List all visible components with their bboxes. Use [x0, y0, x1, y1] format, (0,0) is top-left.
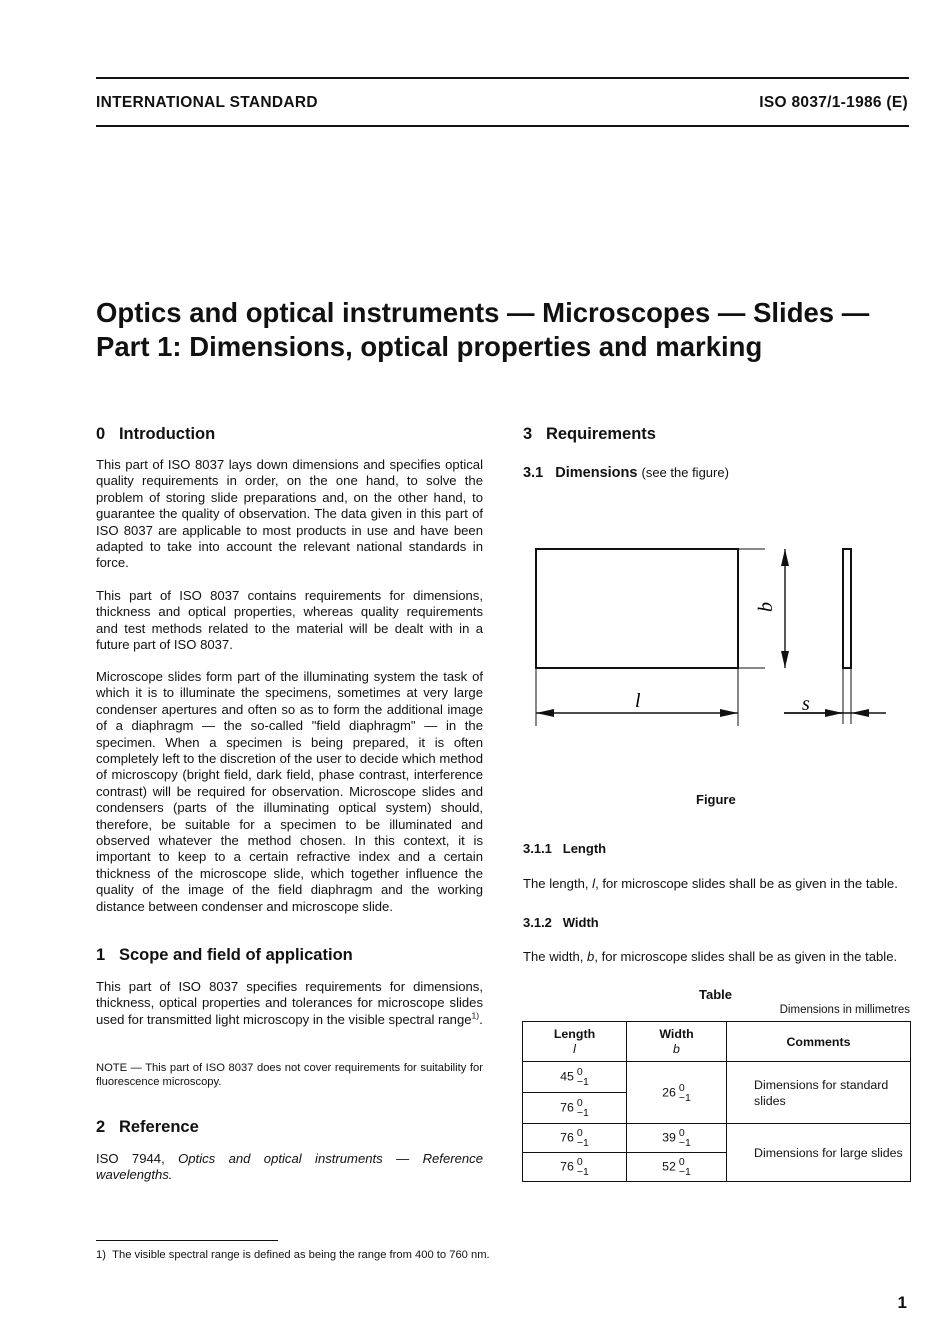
- length-cell: [523, 1124, 627, 1153]
- length-value: 76: [560, 1130, 574, 1145]
- tolerance-upper: 0: [576, 1127, 583, 1139]
- tolerance: [577, 1128, 589, 1148]
- header-comments-cell: Comments: [727, 1022, 911, 1062]
- width-arrow-bottom: [781, 651, 789, 668]
- figure-caption: Figure: [696, 792, 736, 807]
- width-cell: [627, 1062, 727, 1124]
- width-symbol: b: [587, 949, 595, 964]
- length-text-a: The length,: [523, 876, 593, 891]
- footnote-rule: [96, 1240, 278, 1241]
- table-header-row: [523, 1022, 911, 1062]
- tolerance-upper: 0: [576, 1156, 583, 1168]
- document-type: INTERNATIONAL STANDARD: [96, 94, 318, 111]
- scope-paragraph: [96, 979, 483, 1028]
- table-title: Table: [699, 987, 732, 1002]
- dimensions-heading: [523, 465, 729, 481]
- comment-cell: Dimensions for large slides: [727, 1124, 911, 1182]
- scope-heading: [96, 946, 353, 965]
- tolerance: [577, 1157, 589, 1177]
- thickness-arrow-right: [851, 709, 869, 717]
- header-top-rule: [96, 77, 909, 79]
- thickness-label-s: s: [802, 693, 810, 715]
- width-number: 3.1.2: [523, 915, 552, 930]
- page-title: [96, 296, 926, 364]
- reference-heading-number: 2: [96, 1118, 106, 1136]
- dimensions-text: Dimensions: [555, 465, 638, 481]
- width-heading-text: Width: [562, 915, 599, 930]
- thickness-arrow-left: [825, 709, 843, 717]
- header-length: Length: [553, 1026, 596, 1041]
- standard-number: ISO 8037/1-1986 (E): [759, 94, 908, 111]
- length-symbol: l: [592, 876, 596, 891]
- reference-heading-text: Reference: [118, 1118, 199, 1136]
- tolerance-upper: 0: [576, 1066, 583, 1078]
- header-width-symbol: b: [673, 1041, 680, 1056]
- slide-dimension-figure: [520, 540, 900, 740]
- length-text: [523, 876, 913, 892]
- dimensions-number: 3.1: [523, 465, 544, 481]
- width-value: 39: [662, 1130, 676, 1145]
- intro-paragraph-1: This part of ISO 8037 lays down dimensions and specifies optical quality requirements in order, on the one hand, to solve the problem of storing slide preparations and, on the other hand, to guarantee the quality of observation. The data given in this part of ISO 8037 are applicable to most products in use and have been adapted to take into account the relevant national standards in force.: [96, 457, 483, 571]
- comment-cell: Dimensions for standard slides: [727, 1062, 911, 1124]
- length-number: 3.1.1: [523, 841, 552, 856]
- header-width-cell: [627, 1022, 727, 1062]
- reference-title: Optics and optical instruments — Reference wavelengths.: [96, 1151, 483, 1183]
- scope-heading-text: Scope and field of application: [118, 946, 353, 964]
- requirements-heading: [523, 425, 656, 444]
- table-units: Dimensions in millimetres: [779, 1004, 910, 1016]
- width-text-b: , for microscope slides shall be as given in the table.: [594, 949, 898, 964]
- tolerance-upper: 0: [678, 1156, 685, 1168]
- header-length-cell: [523, 1022, 627, 1062]
- dimensions-note: (see the figure): [641, 465, 729, 480]
- footnote-marker: 1): [96, 1249, 106, 1261]
- requirements-heading-number: 3: [523, 425, 533, 443]
- scope-text: This part of ISO 8037 specifies requirements for dimensions, thickness, optical properties and tolerances for microscope slides used for transmitted light microscopy in the visible spectral range: [96, 979, 483, 1027]
- slide-face-rect: [536, 549, 738, 668]
- header-bottom-rule: [96, 125, 909, 127]
- length-heading-text: Length: [562, 841, 607, 856]
- reference-heading: [96, 1118, 199, 1137]
- tolerance-lower: −1: [576, 1137, 589, 1149]
- width-label-b: b: [755, 602, 777, 612]
- header-width: Width: [659, 1026, 694, 1041]
- tolerance-lower: −1: [576, 1076, 589, 1088]
- footnote-text: The visible spectral range is defined as being the range from 400 to 760 nm.: [112, 1249, 490, 1261]
- width-text: [523, 949, 913, 965]
- intro-heading: [96, 425, 215, 444]
- intro-paragraph-2: This part of ISO 8037 contains requirements for dimensions, thickness and optical properties, whereas quality requirements and test methods related to the material will be dealt with in a future part of ISO 8037.: [96, 588, 483, 653]
- width-value: 52: [662, 1159, 676, 1174]
- title-line-1: Optics and optical instruments — Microscopes — Slides —: [96, 297, 870, 328]
- length-arrow-right: [720, 709, 738, 717]
- reference-text: [96, 1151, 483, 1184]
- intro-heading-text: Introduction: [118, 425, 216, 443]
- length-cell: [523, 1062, 627, 1093]
- tolerance: [679, 1157, 691, 1177]
- tolerance: [679, 1083, 691, 1103]
- length-text-b: , for microscope slides shall be as given in the table.: [595, 876, 898, 891]
- tolerance-lower: −1: [678, 1091, 691, 1104]
- length-cell: [523, 1153, 627, 1182]
- width-heading: [523, 915, 599, 930]
- tolerance-lower: −1: [678, 1137, 691, 1149]
- width-cell: [627, 1124, 727, 1153]
- requirements-heading-text: Requirements: [545, 425, 656, 443]
- width-text-a: The width,: [523, 949, 588, 964]
- dimensions-table: [522, 1021, 911, 1182]
- length-value: 76: [560, 1100, 574, 1115]
- width-cell: [627, 1153, 727, 1182]
- length-label-l: l: [635, 690, 641, 712]
- header-length-symbol: l: [573, 1041, 576, 1056]
- tolerance-upper: 0: [576, 1097, 583, 1109]
- table-row: [523, 1124, 911, 1153]
- title-line-2: Part 1: Dimensions, optical properties and marking: [96, 331, 763, 362]
- tolerance: [577, 1067, 589, 1087]
- width-value: 26: [662, 1084, 676, 1099]
- page-number: 1: [897, 1293, 907, 1312]
- length-cell: [523, 1093, 627, 1124]
- reference-prefix: ISO 7944,: [96, 1151, 179, 1166]
- width-arrow-top: [781, 549, 789, 566]
- length-value: 76: [560, 1159, 574, 1174]
- tolerance: [679, 1128, 691, 1148]
- footnote-ref: 1): [471, 1010, 480, 1021]
- table-row: [523, 1062, 911, 1093]
- scope-note: NOTE — This part of ISO 8037 does not cover requirements for suitability for fluorescence microscopy.: [96, 1062, 483, 1088]
- tolerance-upper: 0: [678, 1081, 685, 1094]
- tolerance-lower: −1: [576, 1166, 589, 1178]
- tolerance-upper: 0: [678, 1127, 685, 1139]
- tolerance-lower: −1: [576, 1107, 589, 1119]
- length-value: 45: [560, 1069, 574, 1084]
- length-heading: [523, 841, 606, 856]
- intro-heading-number: 0: [96, 425, 106, 443]
- tolerance: [577, 1098, 589, 1118]
- tolerance-lower: −1: [678, 1166, 691, 1178]
- slide-edge-rect: [843, 549, 851, 668]
- scope-heading-number: 1: [96, 946, 106, 964]
- intro-paragraph-3: Microscope slides form part of the illuminating system the task of which it is to illuminate the specimens, sometimes at very large condenser apertures and often so as to form the additional image of a diaphragm — the so-called "field diaphragm" — in the specimen. When a specimen is being prepared, it is often completely left to the discretion of the user to decide which method of microscopy (bright field, dark field, phase contrast, interference contrast) will be required for observation. Microscope slides and condensers (parts of the illuminating optical system) should, therefore, be suitable for a specimen to be illuminated and observed whatever the method chosen. In this context, it is important to keep to a certain refractive index and a certain thickness of the microscope slide, which together influence the quality of the image of the field diaphragm and the working distance between condenser and microscope slide.: [96, 669, 483, 914]
- footnote: [96, 1249, 490, 1261]
- length-arrow-left: [536, 709, 554, 717]
- scope-text-end: .: [479, 1011, 483, 1027]
